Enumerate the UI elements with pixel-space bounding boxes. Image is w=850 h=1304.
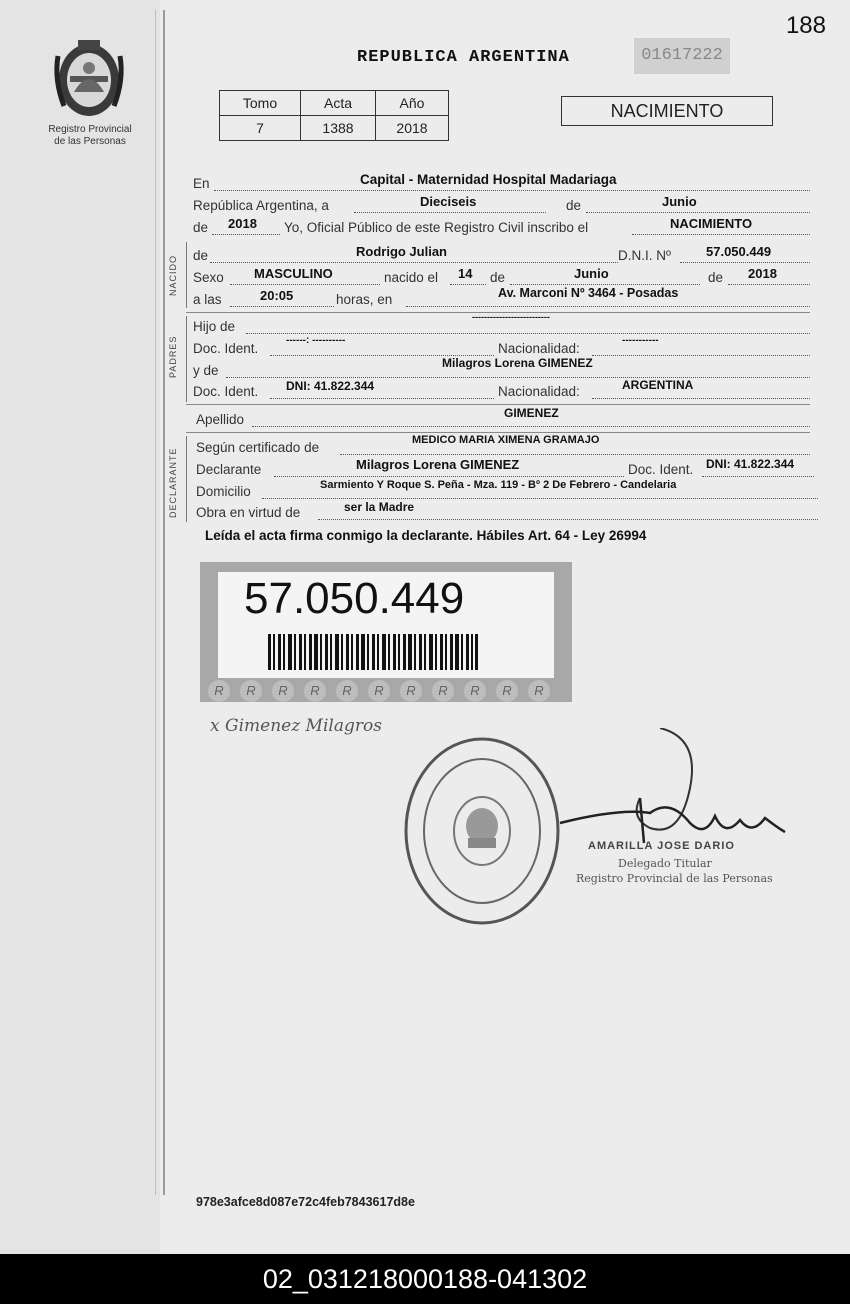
alas-label: a las — [193, 292, 222, 307]
republica-label: República Argentina, a — [193, 198, 329, 213]
page-number: 188 — [785, 12, 826, 39]
officer-name: AMARILLA JOSE DARIO — [588, 840, 735, 852]
fill-line — [592, 355, 810, 356]
certificado-label: Según certificado de — [196, 440, 320, 455]
security-badge: R — [496, 680, 518, 702]
nacionalidad-label: Nacionalidad: — [498, 384, 580, 399]
logo-caption — [30, 124, 150, 148]
dni-barcode-number: 57.050.449 — [244, 574, 465, 623]
de-label: de — [193, 220, 209, 235]
fill-line — [270, 398, 494, 399]
hijo-label: Hijo de — [193, 319, 236, 334]
horas-label: horas, en — [336, 292, 393, 307]
fill-line — [340, 454, 810, 455]
fill-line — [230, 306, 334, 307]
cell-tomo: 7 — [220, 116, 301, 141]
fill-line — [230, 284, 380, 285]
de-label: de — [193, 248, 209, 263]
province-crest-logo — [50, 36, 128, 122]
sexo-value: MASCULINO — [254, 266, 333, 281]
official-stamp — [402, 734, 562, 928]
declarante-label: Declarante — [196, 462, 262, 477]
col-header-anio: Año — [376, 91, 449, 116]
fill-line — [702, 476, 814, 477]
doc-ident-label: Doc. Ident. — [193, 384, 259, 399]
fill-line — [210, 262, 618, 263]
col-header-acta: Acta — [301, 91, 376, 116]
fill-line — [318, 519, 818, 520]
domicilio-value: Sarmiento Y Roque S. Peña - Mza. 119 - Bº 2 De Febrero - Candelaria — [320, 479, 677, 491]
security-badge: R — [208, 680, 230, 702]
footer-id-bar: 02_031218000188-041302 — [0, 1254, 850, 1304]
barcode-graphic — [268, 634, 478, 670]
declarante-section-label: DECLARANTE — [168, 447, 178, 518]
mother-nationality-value: ARGENTINA — [622, 378, 694, 392]
nacido-el-label: nacido el — [384, 270, 439, 285]
day-word-value: Dieciseis — [420, 194, 477, 209]
fill-line — [632, 234, 810, 235]
doc-ident-label: Doc. Ident. — [193, 341, 259, 356]
security-badge: R — [464, 680, 486, 702]
margin-line — [155, 10, 156, 1195]
security-badge: R — [528, 680, 550, 702]
obra-label: Obra en virtud de — [196, 505, 301, 520]
security-badge: R — [336, 680, 358, 702]
fill-line — [214, 190, 810, 191]
cell-acta: 1388 — [301, 116, 376, 141]
cell-anio: 2018 — [376, 116, 449, 141]
document-hash: 978e3afce8d087e72c4feb7843617d8e — [196, 1195, 415, 1209]
declarant-signature: x Gimenez Milagros — [210, 716, 382, 736]
col-header-tomo: Tomo — [220, 91, 301, 116]
obra-value: ser la Madre — [344, 500, 415, 514]
document-title: REPUBLICA ARGENTINA — [357, 48, 570, 67]
officer-office: Registro Provincial de las Personas — [576, 872, 773, 885]
mother-name-value: Milagros Lorena GIMENEZ — [442, 356, 593, 370]
act-type-value: NACIMIENTO — [670, 216, 753, 231]
fill-line — [406, 306, 810, 307]
nacido-section-label: NACIDO — [168, 254, 178, 296]
section-bracket — [186, 316, 187, 402]
declarante-doc-value: DNI: 41.822.344 — [706, 457, 795, 471]
fill-line — [728, 284, 810, 285]
section-bracket — [186, 436, 187, 522]
fill-line — [680, 262, 810, 263]
act-type-box: NACIMIENTO — [561, 96, 773, 126]
officer-role: Delegado Titular — [618, 857, 712, 870]
oficial-text: Yo, Oficial Público de este Registro Civil inscribo el — [284, 220, 589, 235]
fill-line — [450, 284, 486, 285]
mother-doc-value: DNI: 41.822.344 — [286, 379, 375, 393]
month-value: Junio — [662, 194, 697, 209]
fill-line — [354, 212, 546, 213]
padres-section-label: PADRES — [168, 335, 178, 378]
de-label: de — [490, 270, 506, 285]
left-margin — [0, 0, 160, 1254]
nacionalidad-label: Nacionalidad: — [498, 341, 580, 356]
birth-month-value: Junio — [574, 266, 609, 281]
dni-label: D.N.I. Nº — [618, 248, 671, 263]
security-badge: R — [240, 680, 262, 702]
fill-line — [226, 377, 810, 378]
father-doc-value: ------: ---------- — [286, 335, 346, 346]
security-badge: R — [400, 680, 422, 702]
father-nationality-value: ----------- — [622, 335, 659, 346]
section-divider — [186, 432, 810, 433]
margin-line — [163, 10, 165, 1195]
birth-address-value: Av. Marconi Nº 3464 - Posadas — [498, 286, 679, 300]
father-value: -------------------------- — [472, 312, 550, 322]
year-value: 2018 — [228, 216, 257, 231]
logo-caption-line: Registro Provincial — [48, 124, 132, 135]
security-badge: R — [432, 680, 454, 702]
fill-line — [586, 212, 810, 213]
book-reference-table — [219, 90, 449, 141]
fill-line — [262, 498, 818, 499]
security-badge: R — [272, 680, 294, 702]
section-bracket — [186, 242, 187, 308]
closing-statement: Leída el acta firma conmigo la declarante. Hábiles Art. 64 - Ley 26994 — [205, 528, 647, 543]
yde-label: y de — [193, 363, 219, 378]
declarante-value: Milagros Lorena GIMENEZ — [356, 457, 520, 472]
birth-year-value: 2018 — [748, 266, 777, 281]
fill-line — [212, 234, 280, 235]
fill-line — [274, 476, 624, 477]
place-value: Capital - Maternidad Hospital Madariaga — [360, 172, 617, 187]
doc-ident-label: Doc. Ident. — [628, 462, 694, 477]
de-label: de — [708, 270, 724, 285]
logo-caption-line: de las Personas — [54, 136, 126, 147]
child-name-value: Rodrigo Julian — [356, 244, 447, 259]
domicilio-label: Domicilio — [196, 484, 251, 499]
officer-signature — [540, 728, 790, 858]
child-dni-value: 57.050.449 — [706, 244, 772, 259]
fill-line — [592, 398, 810, 399]
en-label: En — [193, 176, 210, 191]
fill-line — [510, 284, 700, 285]
serial-number: 01617222 — [634, 38, 730, 74]
security-badge: R — [368, 680, 390, 702]
security-badge: R — [304, 680, 326, 702]
apellido-label: Apellido — [196, 412, 245, 427]
sexo-label: Sexo — [193, 270, 224, 285]
fill-line — [246, 333, 810, 334]
section-divider — [186, 404, 810, 405]
de-label: de — [566, 198, 582, 213]
fill-line — [252, 426, 810, 427]
birth-day-value: 14 — [458, 266, 473, 281]
certificado-value: MEDICO MARIA XIMENA GRAMAJO — [412, 434, 600, 446]
time-value: 20:05 — [260, 288, 294, 303]
apellido-value: GIMENEZ — [504, 406, 559, 420]
